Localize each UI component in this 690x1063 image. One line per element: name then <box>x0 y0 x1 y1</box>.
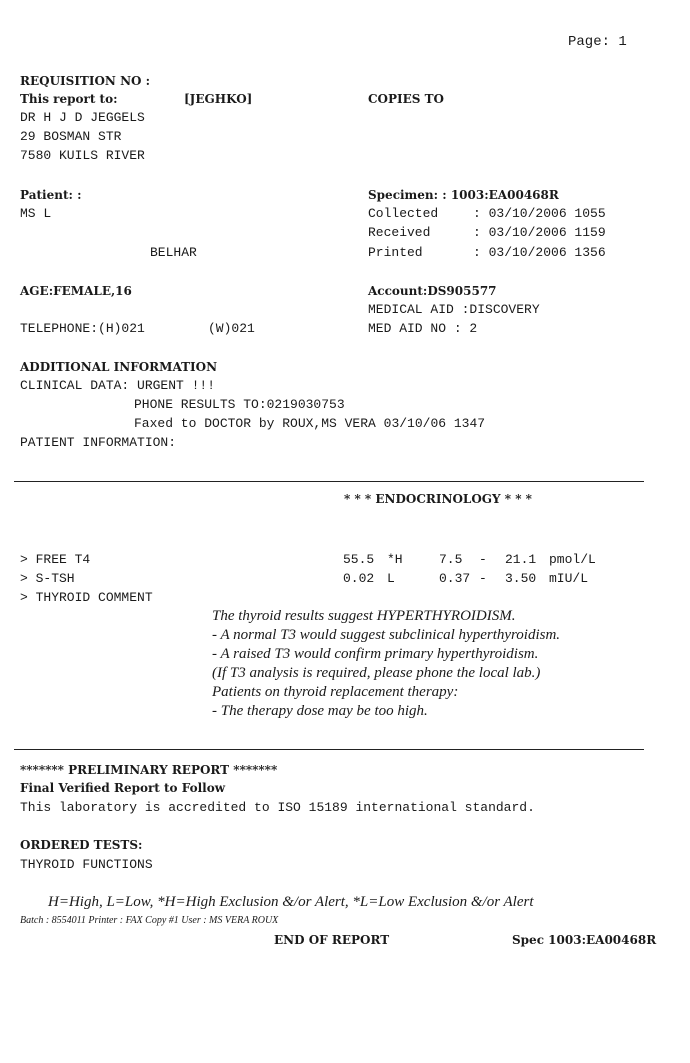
medical-aid: MEDICAL AID :DISCOVERY <box>368 302 540 317</box>
clinical-data: CLINICAL DATA: URGENT !!! <box>20 378 216 393</box>
comment-line: - A normal T3 would suggest subclinical hyperthyroidism. <box>212 627 561 643</box>
result-row: > FREE T4 55.5 *H 7.5 - 21.1 pmol/L <box>20 552 596 567</box>
comment-line: - A raised T3 would confirm primary hyperthyroidism. <box>212 646 539 662</box>
doctor-address: 29 BOSMAN STR <box>20 129 122 144</box>
comment-line: (If T3 analysis is required, please phone the local lab.) <box>212 665 541 681</box>
result-row: > S-TSH 0.02 L 0.37 - 3.50 mIU/L <box>20 571 589 586</box>
additional-info-title: ADDITIONAL INFORMATION <box>20 360 218 374</box>
footer-divider <box>14 749 644 750</box>
patient-label: Patient: : <box>20 188 82 202</box>
patient-suburb: BELHAR <box>150 245 197 260</box>
flag-legend: H=High, L=Low, *H=High Exclusion &/or Alert, *L=Low Exclusion &/or Alert <box>48 894 534 910</box>
patient-information: PATIENT INFORMATION: <box>20 435 177 450</box>
patient-age: AGE:FEMALE,16 <box>20 284 132 298</box>
requisition-label: REQUISITION NO : <box>20 74 151 88</box>
comment-line: - The therapy dose may be too high. <box>212 703 428 719</box>
med-aid-no: MED AID NO : 2 <box>368 321 478 336</box>
patient-name: MS L <box>20 206 52 221</box>
report-to-code: [JEGHKO] <box>184 92 253 106</box>
faxed-info: Faxed to DOCTOR by ROUX,MS VERA 03/10/06 1347 <box>134 416 486 431</box>
specimen-label: Specimen: : 1003:EA00468R <box>368 188 559 202</box>
specimen-received: Received : 03/10/2006 1159 <box>368 225 606 240</box>
account-number: Account:DS905577 <box>368 284 497 298</box>
copies-to-label: COPIES TO <box>368 92 445 106</box>
ordered-tests: THYROID FUNCTIONS <box>20 857 153 872</box>
specimen-reference: Spec 1003:EA00468R <box>512 933 657 947</box>
doctor-city: 7580 KUILS RIVER <box>20 148 145 163</box>
batch-info: Batch : 8554011 Printer : FAX Copy #1 User : MS VERA ROUX <box>20 915 279 926</box>
accreditation-note: This laboratory is accredited to ISO 15189 international standard. <box>20 800 535 815</box>
comment-line: Patients on thyroid replacement therapy: <box>212 684 459 700</box>
specimen-collected: Collected : 03/10/2006 1055 <box>368 206 606 221</box>
phone-results: PHONE RESULTS TO:0219030753 <box>134 397 345 412</box>
patient-telephone-work: (W)021 <box>208 321 255 336</box>
page-number: Page: 1 <box>568 34 627 50</box>
section-divider <box>14 481 644 482</box>
patient-telephone: TELEPHONE:(H)021 <box>20 321 145 336</box>
thyroid-comment-label: > THYROID COMMENT <box>20 590 153 605</box>
final-report-note: Final Verified Report to Follow <box>20 781 226 795</box>
report-to-label: This report to: <box>20 92 118 106</box>
doctor-name: DR H J D JEGGELS <box>20 110 145 125</box>
ordered-tests-label: ORDERED TESTS: <box>20 838 143 852</box>
preliminary-report: ******* PRELIMINARY REPORT ******* <box>20 763 278 777</box>
specimen-printed: Printed : 03/10/2006 1356 <box>368 245 606 260</box>
section-title: * * * ENDOCRINOLOGY * * * <box>344 492 532 506</box>
end-of-report: END OF REPORT <box>274 933 390 947</box>
comment-line: The thyroid results suggest HYPERTHYROIDISM. <box>212 608 516 624</box>
